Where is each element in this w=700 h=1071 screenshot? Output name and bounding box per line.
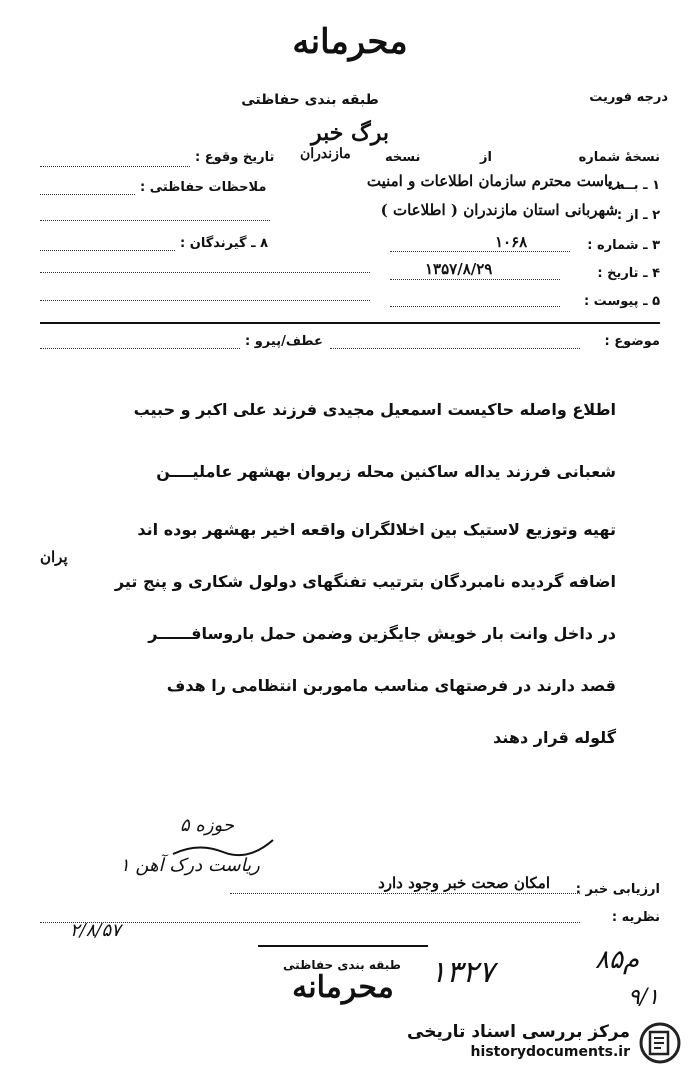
number-value: ۱۰۶۸ xyxy=(495,233,528,251)
document-title: برگ خبر xyxy=(311,120,389,146)
date-label: ۴ ـ تاریخ : xyxy=(597,266,660,281)
recipients-line-2 xyxy=(40,272,370,273)
reference-line xyxy=(40,348,240,349)
evaluation-label: ارزیابی خبر : xyxy=(575,882,660,897)
copy-number-label: نسخهٔ شماره xyxy=(578,150,660,165)
attachment-label: ۵ ـ پیوست : xyxy=(583,294,660,309)
to-value: ریاست محترم سازمان اطلاعات و امنیت xyxy=(366,172,620,190)
signature-3: ‏‏۲/۸/۵۷ xyxy=(70,920,121,941)
attachment-line xyxy=(390,306,560,307)
date-of-occurrence-label: تاریخ وقوع : xyxy=(195,150,275,165)
footer-line xyxy=(258,945,428,947)
security-notes-label: ملاحظات حفاظتی : xyxy=(140,180,267,195)
watermark-logo xyxy=(380,1020,690,1065)
signature-2: ریاست درک آهن ‏‏۱ xyxy=(120,855,260,876)
confidential-stamp-top: محرمانه xyxy=(292,22,408,62)
body-line-6: قصد دارند در فرصتهای مناسب ماموربن انتظامی را هدف xyxy=(166,676,616,695)
from2-line xyxy=(40,220,270,221)
date-value: ۱۳۵۷/۸/۲۹ xyxy=(425,260,493,278)
signature-1: ۵ حوزه xyxy=(180,815,234,836)
date-of-occurrence-line xyxy=(40,166,190,167)
subject-line xyxy=(330,348,580,349)
body-line-1: اطلاع واصله حاکیست اسمعیل مجیدی فرزند علی اکبر و حبیب xyxy=(133,400,616,419)
footer-classification-label: طبقه بندی حفاظتی xyxy=(283,958,401,972)
from-label: از xyxy=(480,150,492,165)
date-line xyxy=(390,279,560,280)
corner-note-top: ۸۵م xyxy=(595,945,640,975)
security-notes-line xyxy=(40,194,135,195)
watermark-url: historydocuments.ir xyxy=(470,1044,630,1060)
separator-line xyxy=(40,322,660,324)
copy-label: نسخه xyxy=(385,150,421,165)
from2-value: شهربانی استان مازندران ( اطلاعات ) xyxy=(380,201,618,219)
recipients-line xyxy=(40,250,175,251)
body-line-2: شعبانی فرزند یداله ساکنین محله زیروان بهشهر عاملیــــن xyxy=(156,462,616,481)
evaluation-line xyxy=(230,893,580,894)
evaluation-value: امکان صحت خبر وجود دارد xyxy=(378,874,550,892)
number-line xyxy=(390,251,570,252)
handwritten-number: ۱۳۲۷ xyxy=(430,955,495,990)
number-label: ۳ ـ شماره : xyxy=(587,238,660,253)
recipients-label: ۸ ـ گیرندگان : xyxy=(180,236,269,251)
from2-label: ۲ ـ از : xyxy=(616,208,660,223)
body-line-4: اضافه گردیده نامبردگان بترتیب تفنگهای دولول شکاری و پنج تیر xyxy=(114,572,616,591)
copy-value: مازندران xyxy=(300,146,351,162)
corner-note-bottom: ۹/۱ xyxy=(628,985,660,1010)
classification-label: طبقه بندی حفاظتی xyxy=(241,92,379,108)
recipients-line-3 xyxy=(40,300,370,301)
opinion-line xyxy=(40,922,580,923)
to-label: ۱ ـ بــه : xyxy=(607,178,660,193)
opinion-label: نظریه : xyxy=(611,910,660,925)
body-line-3: تهیه وتوزیع لاستیک بین اخلالگران واقعه اخیر بهشهر بوده اند xyxy=(137,520,616,539)
watermark-title: مرکز بررسی اسناد تاریخی xyxy=(407,1022,630,1042)
reference-label: عطف/پیرو : xyxy=(245,334,323,349)
confidential-stamp-bottom: محرمانه xyxy=(292,970,394,1005)
urgency-label: درجه فوریت xyxy=(589,90,668,105)
margin-note: پران xyxy=(40,548,68,566)
body-line-7: گلوله قرار دهند xyxy=(493,728,616,747)
document-archive-icon xyxy=(638,1022,682,1064)
body-line-5: در داخل وانت بار خویش جایگزین وضمن حمل باروسافــــــر xyxy=(148,624,616,643)
subject-label: موضوع : xyxy=(604,334,660,349)
